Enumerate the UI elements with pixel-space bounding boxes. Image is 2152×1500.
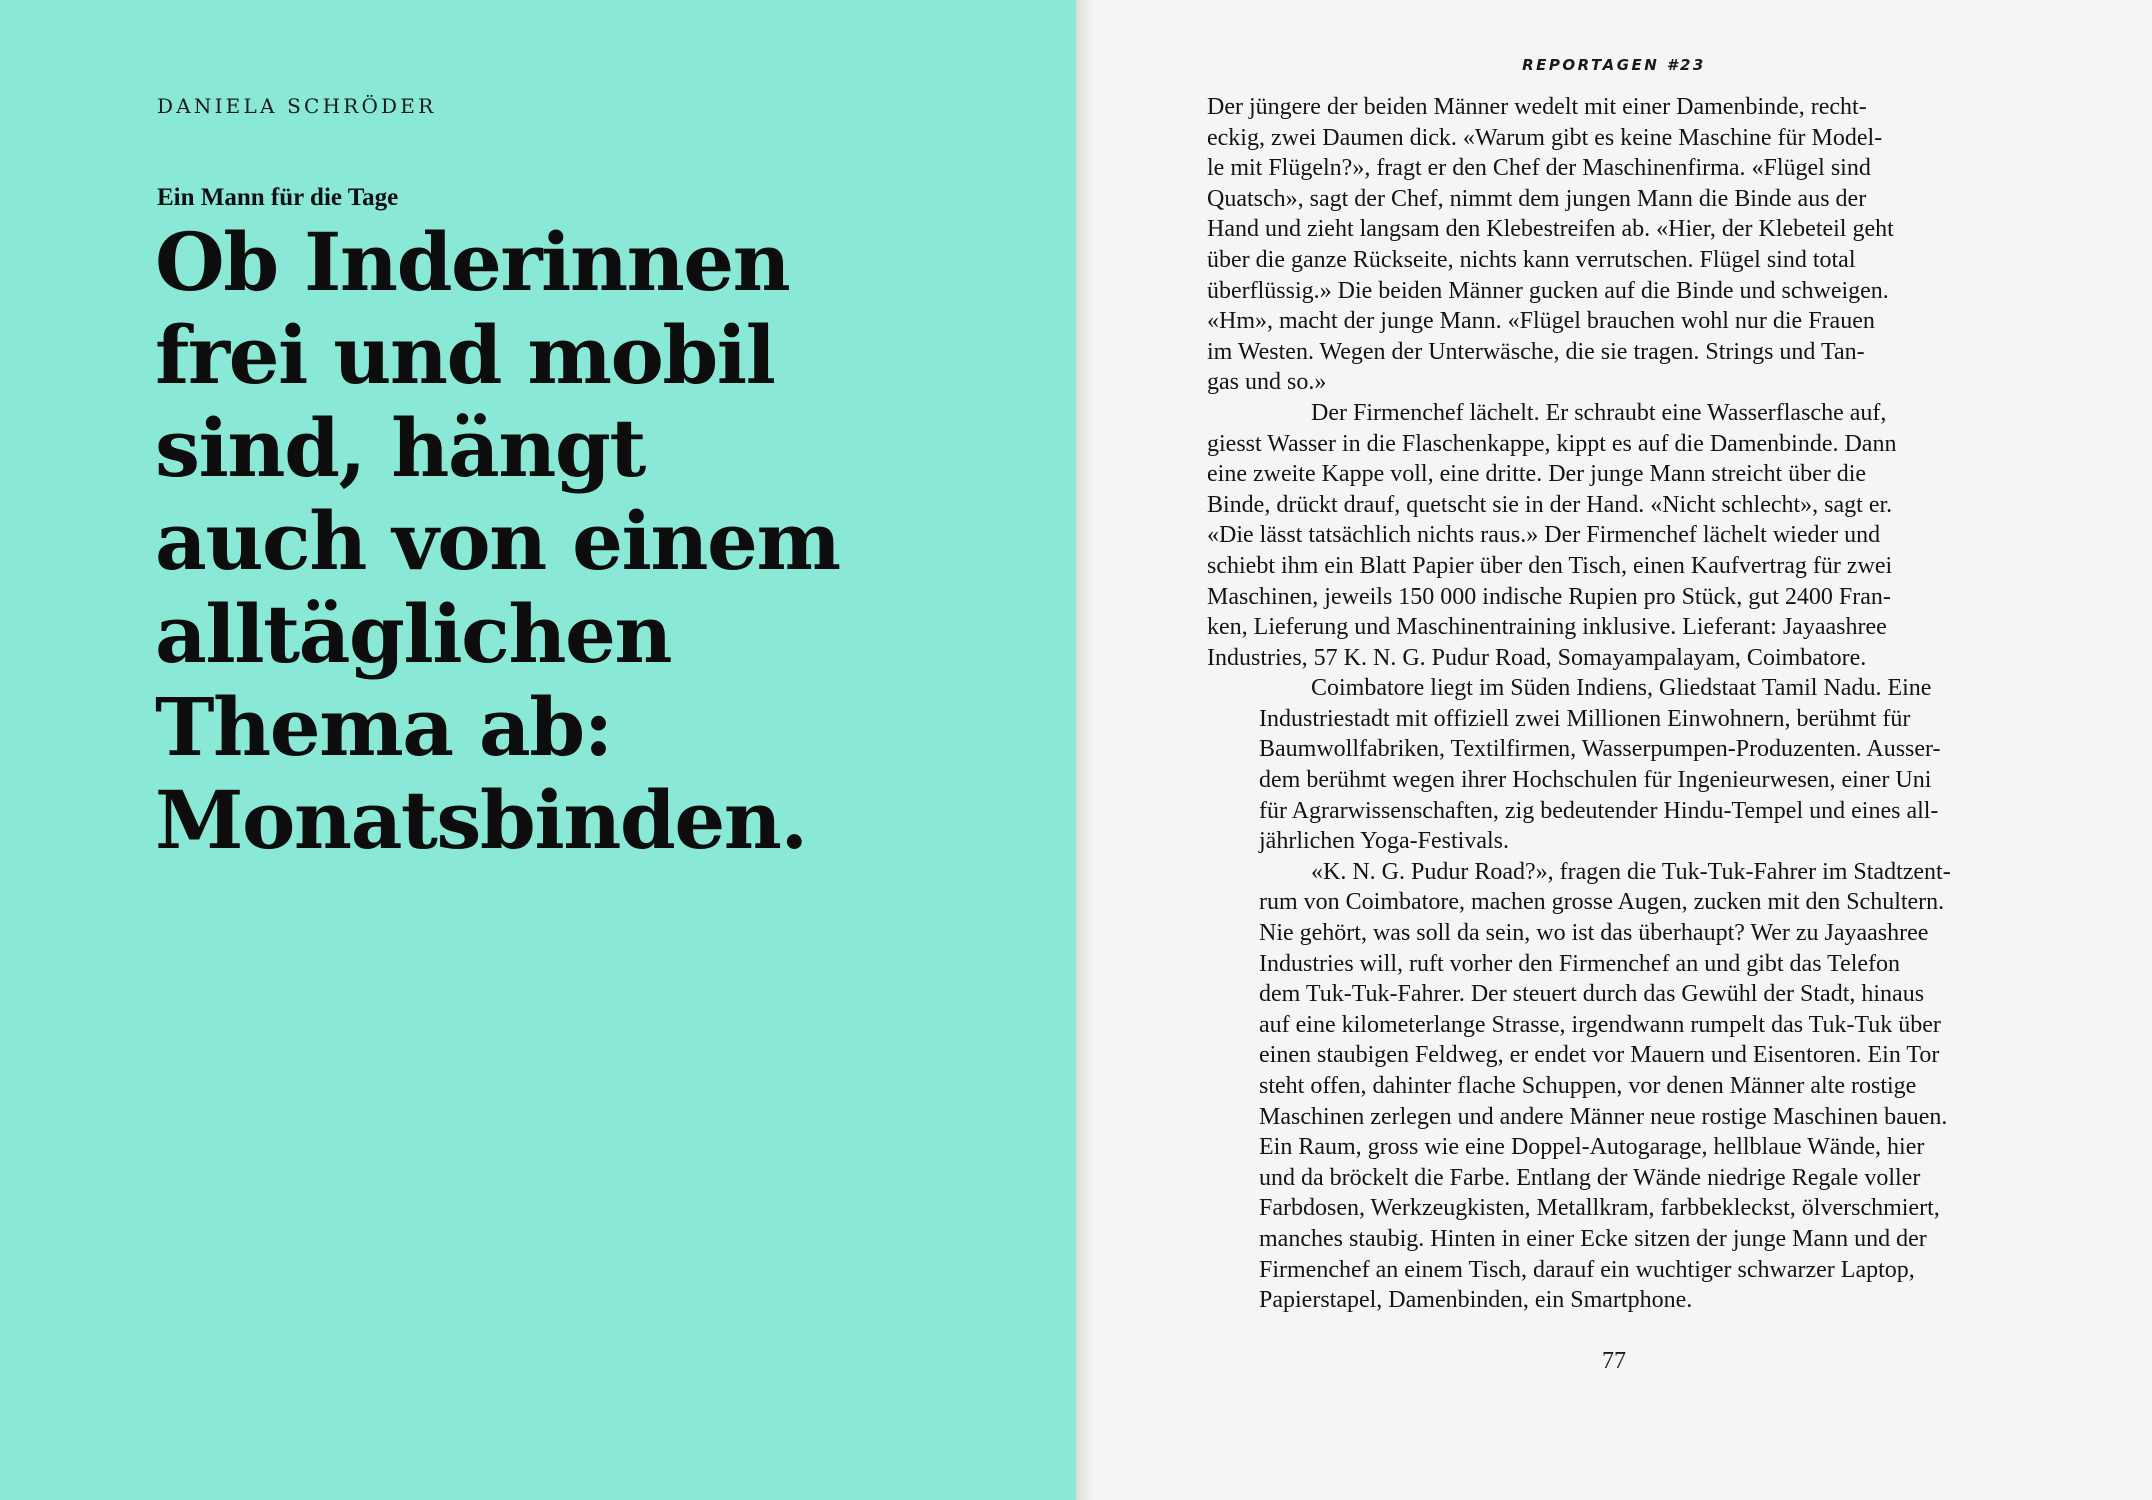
body-line: überflüssig.» Die beiden Männer gucken auf die Binde und schweigen.	[1207, 277, 1889, 304]
body-line: dem berühmt wegen ihrer Hochschulen für Ingenieurwesen, einer Uni	[1259, 767, 1932, 794]
body-line: manches staubig. Hinten in einer Ecke sitzen der junge Mann und der	[1259, 1225, 1927, 1252]
body-line: jährlichen Yoga-Festivals.	[1259, 828, 1509, 855]
body-line: «Hm», macht der junge Mann. «Flügel brauchen wohl nur die Frauen	[1207, 308, 1875, 335]
body-line: gas und so.»	[1207, 369, 1327, 396]
body-line: auf eine kilometerlange Strasse, irgendwann rumpelt das Tuk-Tuk über	[1259, 1011, 1941, 1038]
body-line: Hand und zieht langsam den Klebestreifen ab. «Hier, der Klebeteil geht	[1207, 216, 1894, 243]
body-line: ken, Lieferung und Maschinentraining inklusive. Lieferant: Jayaashree	[1207, 614, 1887, 641]
body-line: Maschinen, jeweils 150 000 indische Rupien pro Stück, gut 2400 Fran-	[1207, 583, 1891, 610]
body-line: Baumwollfabriken, Textilfirmen, Wasserpumpen-Produzenten. Ausser-	[1259, 736, 1941, 763]
body-line: Papierstapel, Damenbinden, ein Smartphone.	[1259, 1287, 1693, 1314]
body-line: Firmenchef an einem Tisch, darauf ein wuchtiger schwarzer Laptop,	[1259, 1256, 1915, 1283]
body-line: Industries, 57 K. N. G. Pudur Road, Somayampalayam, Coimbatore.	[1207, 644, 1867, 671]
body-line: giesst Wasser in die Flaschenkappe, kippt es auf die Damenbinde. Dann	[1207, 430, 1897, 457]
gutter-shadow	[1076, 0, 1094, 1500]
body-line: «K. N. G. Pudur Road?», fragen die Tuk-Tuk-Fahrer im Stadtzent-	[1311, 858, 1951, 885]
body-line: le mit Flügeln?», fragt er den Chef der Maschinenfirma. «Flügel sind	[1207, 155, 1871, 182]
headline-line: auch von einem	[155, 494, 840, 588]
body-line: dem Tuk-Tuk-Fahrer. Der steuert durch das Gewühl der Stadt, hinaus	[1259, 981, 1925, 1008]
body-line: rum von Coimbatore, machen grosse Augen, zucken mit den Schultern.	[1259, 889, 1945, 916]
headline-line: sind, hängt	[155, 401, 645, 495]
body-line: steht offen, dahinter flache Schuppen, vor denen Männer alte rostige	[1259, 1073, 1917, 1099]
body-line: einen staubigen Feldweg, er endet vor Mauern und Eisentoren. Ein Tor	[1259, 1042, 1940, 1069]
body-line: Industries will, ruft vorher den Firmenchef an und gibt das Telefon	[1259, 950, 1901, 977]
right-page	[1076, 0, 2152, 1500]
body-line: Quatsch», sagt der Chef, nimmt dem jungen Mann die Binde aus der	[1207, 185, 1867, 212]
body-line: eine zweite Kappe voll, eine dritte. Der junge Mann streicht über die	[1207, 461, 1867, 488]
body-line: Coimbatore liegt im Süden Indiens, Gliedstaat Tamil Nadu. Eine	[1311, 675, 1932, 702]
body-line: Maschinen zerlegen und andere Männer neue rostige Maschinen bauen.	[1259, 1103, 1948, 1130]
page-number: 77	[1602, 1348, 1626, 1374]
body-line: Farbdosen, Werkzeugkisten, Metallkram, farbbekleckst, ölverschmiert,	[1259, 1195, 1940, 1222]
author-name: DANIELA SCHRÖDER	[157, 94, 437, 118]
article-body	[1207, 92, 2067, 1316]
body-line: eckig, zwei Daumen dick. «Warum gibt es keine Maschine für Model-	[1207, 124, 1883, 151]
headline-line: frei und mobil	[155, 308, 775, 402]
body-block-full-width	[1207, 92, 2067, 673]
running-head: REPORTAGEN #23	[1522, 56, 1706, 74]
body-line: Industriestadt mit offiziell zwei Millionen Einwohnern, berühmt für	[1259, 705, 1911, 732]
body-line: und da bröckelt die Farbe. Entlang der Wände niedrige Regale voller	[1259, 1164, 1921, 1191]
headline-line: alltäglichen	[155, 587, 672, 681]
body-line: Der jüngere der beiden Männer wedelt mit einer Damenbinde, recht-	[1207, 94, 1867, 120]
body-line: Binde, drückt drauf, quetscht sie in der Hand. «Nicht schlecht», sagt er.	[1207, 491, 1893, 518]
body-line: über die ganze Rückseite, nichts kann verrutschen. Flügel sind total	[1207, 246, 1856, 273]
body-block-narrow	[1207, 673, 2067, 1315]
headline-line: Ob Inderinnen	[155, 215, 790, 309]
body-line: für Agrarwissenschaften, zig bedeutender Hindu-Tempel und eines all-	[1259, 797, 1939, 824]
body-line: Der Firmenchef lächelt. Er schraubt eine Wasserflasche auf,	[1311, 399, 1887, 426]
body-line: Nie gehört, was soll da sein, wo ist das überhaupt? Wer zu Jayaashree	[1259, 920, 1929, 947]
headline-line: Monatsbinden.	[155, 773, 807, 867]
body-line: im Westen. Wegen der Unterwäsche, die sie tragen. Strings und Tan-	[1207, 338, 1865, 365]
article-kicker: Ein Mann für die Tage	[157, 184, 399, 211]
body-line: Ein Raum, gross wie eine Doppel-Autogarage, hellblaue Wände, hier	[1259, 1134, 1925, 1161]
article-headline	[155, 216, 1055, 867]
body-line: «Die lässt tatsächlich nichts raus.» Der Firmenchef lächelt wieder und	[1207, 522, 1881, 549]
body-line: schiebt ihm ein Blatt Papier über den Tisch, einen Kaufvertrag für zwei	[1207, 552, 1893, 579]
headline-line: Thema ab:	[155, 680, 612, 774]
